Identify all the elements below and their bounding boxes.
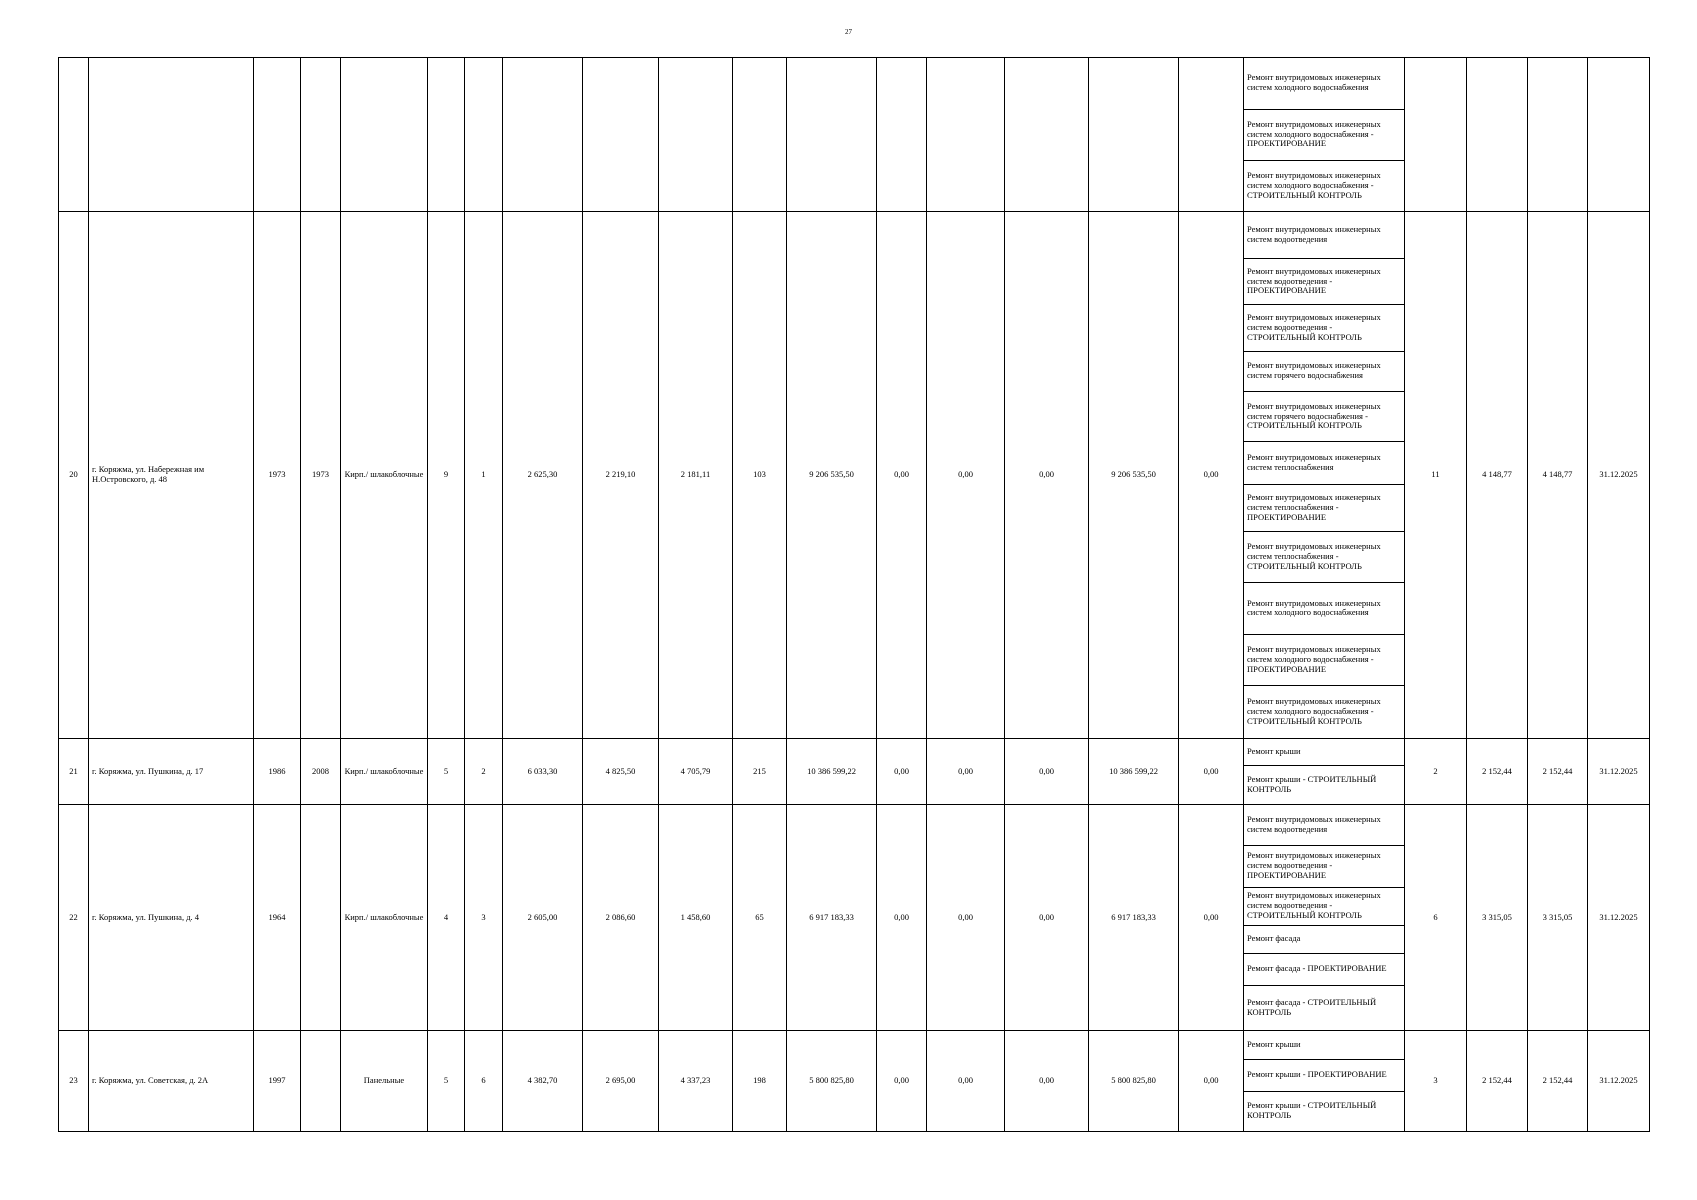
works-list bbox=[1244, 1031, 1404, 1131]
work-item: Ремонт крыши bbox=[1244, 1031, 1404, 1059]
deadline-cell: 31.12.2025 bbox=[1588, 805, 1650, 1031]
row-number: 20 bbox=[59, 212, 89, 739]
work-item: Ремонт внутридомовых инженерных систем холодного водоснабжения - СТРОИТЕЛЬНЫЙ КОНТРОЛЬ bbox=[1247, 170, 1381, 200]
works-count-cell: 11 bbox=[1405, 212, 1467, 739]
fund-local-cell bbox=[1005, 58, 1089, 212]
cost-total-cell: 6 917 183,33 bbox=[787, 805, 877, 1031]
fund-owners-cell: 5 800 825,80 bbox=[1089, 1031, 1179, 1132]
works-count-cell bbox=[1405, 58, 1467, 212]
floors-cell: 4 bbox=[428, 805, 465, 1031]
unit-cost-limit-cell bbox=[1528, 58, 1588, 212]
area-residential-cell: 2 086,60 bbox=[583, 805, 659, 1031]
residents-cell: 215 bbox=[733, 739, 787, 805]
area-total-cell: 4 382,70 bbox=[503, 1031, 583, 1132]
page-number: 27 bbox=[845, 28, 852, 36]
table-row bbox=[59, 805, 1650, 1031]
area-residential-cell bbox=[583, 58, 659, 212]
year-built-cell bbox=[254, 58, 301, 212]
year-built-cell: 1964 bbox=[254, 805, 301, 1031]
work-item: Ремонт фасада - СТРОИТЕЛЬНЫЙ КОНТРОЛЬ bbox=[1247, 996, 1377, 1017]
area-residential-cell: 2 695,00 bbox=[583, 1031, 659, 1132]
unit-cost-limit-cell: 3 315,05 bbox=[1528, 805, 1588, 1031]
work-item: Ремонт внутридомовых инженерных систем водоотведения - СТРОИТЕЛЬНЫЙ КОНТРОЛЬ bbox=[1244, 305, 1404, 351]
row-number: 22 bbox=[59, 805, 89, 1031]
fund-owners-cell bbox=[1089, 58, 1179, 212]
floors-cell: 5 bbox=[428, 1031, 465, 1132]
work-item: Ремонт внутридомовых инженерных систем водоотведения - ПРОЕКТИРОВАНИЕ bbox=[1244, 258, 1404, 304]
table-row bbox=[59, 212, 1650, 739]
repair-program-table bbox=[58, 57, 1650, 1132]
year-renovation-cell: 1973 bbox=[301, 212, 341, 739]
fund-local-cell: 0,00 bbox=[1005, 739, 1089, 805]
area-residential-cell: 4 825,50 bbox=[583, 739, 659, 805]
work-item: Ремонт внутридомовых инженерных систем водоотведения bbox=[1244, 212, 1404, 258]
row-number bbox=[59, 58, 89, 212]
year-built-cell: 1997 bbox=[254, 1031, 301, 1132]
works-count-cell: 6 bbox=[1405, 805, 1467, 1031]
year-renovation-cell bbox=[301, 1031, 341, 1132]
works-list bbox=[1244, 805, 1404, 1030]
fund-other-cell: 0,00 bbox=[1179, 1031, 1244, 1132]
address-cell: г. Коряжма, ул. Пушкина, д. 4 bbox=[89, 805, 254, 1031]
unit-cost-cell: 3 315,05 bbox=[1467, 805, 1528, 1031]
fund-local-cell: 0,00 bbox=[1005, 805, 1089, 1031]
area-total-cell: 2 625,30 bbox=[503, 212, 583, 739]
works-count-cell: 3 bbox=[1405, 1031, 1467, 1132]
residents-cell: 103 bbox=[733, 212, 787, 739]
fund-federal-cell: 0,00 bbox=[877, 805, 927, 1031]
fund-regional-cell: 0,00 bbox=[927, 805, 1005, 1031]
work-item: Ремонт крыши bbox=[1244, 739, 1404, 765]
fund-other-cell bbox=[1179, 58, 1244, 212]
works-count-cell: 2 bbox=[1405, 739, 1467, 805]
fund-local-cell: 0,00 bbox=[1005, 1031, 1089, 1132]
wall-material-cell: Кирп./ шлакоблочные bbox=[341, 739, 428, 805]
work-item: Ремонт крыши - ПРОЕКТИРОВАНИЕ bbox=[1244, 1059, 1404, 1091]
floors-cell: 9 bbox=[428, 212, 465, 739]
deadline-cell bbox=[1588, 58, 1650, 212]
entrances-cell: 6 bbox=[465, 1031, 503, 1132]
wall-material-cell: Кирп./ шлакоблочные bbox=[341, 805, 428, 1031]
fund-regional-cell: 0,00 bbox=[927, 1031, 1005, 1132]
address-cell bbox=[89, 58, 254, 212]
area-premises-cell: 2 181,11 bbox=[659, 212, 733, 739]
fund-other-cell: 0,00 bbox=[1179, 739, 1244, 805]
row-number: 21 bbox=[59, 739, 89, 805]
area-residential-cell: 2 219,10 bbox=[583, 212, 659, 739]
year-built-cell: 1986 bbox=[254, 739, 301, 805]
works-list bbox=[1244, 739, 1404, 804]
works-cell bbox=[1244, 805, 1405, 1031]
address-cell: г. Коряжма, ул. Советская, д. 2А bbox=[89, 1031, 254, 1132]
unit-cost-cell: 2 152,44 bbox=[1467, 1031, 1528, 1132]
unit-cost-cell: 4 148,77 bbox=[1467, 212, 1528, 739]
work-item: Ремонт внутридомовых инженерных систем теплоснабжения bbox=[1244, 442, 1404, 484]
fund-owners-cell: 10 386 599,22 bbox=[1089, 739, 1179, 805]
works-cell bbox=[1244, 58, 1405, 212]
wall-material-cell: Панельные bbox=[341, 1031, 428, 1132]
cost-total-cell: 5 800 825,80 bbox=[787, 1031, 877, 1132]
table-row bbox=[59, 58, 1650, 212]
fund-federal-cell: 0,00 bbox=[877, 739, 927, 805]
work-item: Ремонт внутридомовых инженерных систем водоотведения - ПРОЕКТИРОВАНИЕ bbox=[1244, 845, 1404, 887]
table-row bbox=[59, 739, 1650, 805]
year-renovation-cell: 2008 bbox=[301, 739, 341, 805]
area-premises-cell: 4 337,23 bbox=[659, 1031, 733, 1132]
unit-cost-limit-cell: 2 152,44 bbox=[1528, 1031, 1588, 1132]
fund-owners-cell: 6 917 183,33 bbox=[1089, 805, 1179, 1031]
year-renovation-cell bbox=[301, 805, 341, 1031]
work-item: Ремонт внутридомовых инженерных систем холодного водоснабжения - СТРОИТЕЛЬНЫЙ КОНТРОЛЬ bbox=[1247, 696, 1381, 726]
fund-federal-cell: 0,00 bbox=[877, 212, 927, 739]
fund-regional-cell bbox=[927, 58, 1005, 212]
unit-cost-limit-cell: 2 152,44 bbox=[1528, 739, 1588, 805]
work-item: Ремонт внутридомовых инженерных систем теплоснабжения - СТРОИТЕЛЬНЫЙ КОНТРОЛЬ bbox=[1244, 531, 1404, 582]
work-item: Ремонт внутридомовых инженерных систем водоотведения - СТРОИТЕЛЬНЫЙ КОНТРОЛЬ bbox=[1244, 887, 1404, 925]
deadline-cell: 31.12.2025 bbox=[1588, 739, 1650, 805]
fund-local-cell: 0,00 bbox=[1005, 212, 1089, 739]
fund-federal-cell bbox=[877, 58, 927, 212]
work-item: Ремонт внутридомовых инженерных систем водоотведения bbox=[1244, 805, 1404, 845]
area-premises-cell: 1 458,60 bbox=[659, 805, 733, 1031]
address-cell: г. Коряжма, ул. Набережная им Н.Островского, д. 48 bbox=[89, 212, 254, 739]
residents-cell: 198 bbox=[733, 1031, 787, 1132]
work-item: Ремонт внутридомовых инженерных систем холодного водоснабжения bbox=[1244, 583, 1404, 634]
area-total-cell: 6 033,30 bbox=[503, 739, 583, 805]
works-list bbox=[1244, 212, 1404, 738]
work-item: Ремонт внутридомовых инженерных систем горячего водоснабжения - СТРОИТЕЛЬНЫЙ КОНТРОЛЬ bbox=[1244, 391, 1404, 441]
cost-total-cell: 10 386 599,22 bbox=[787, 739, 877, 805]
entrances-cell: 1 bbox=[465, 212, 503, 739]
works-cell bbox=[1244, 739, 1405, 805]
cost-total-cell bbox=[787, 58, 877, 212]
deadline-cell: 31.12.2025 bbox=[1588, 212, 1650, 739]
fund-federal-cell: 0,00 bbox=[877, 1031, 927, 1132]
entrances-cell: 3 bbox=[465, 805, 503, 1031]
fund-other-cell: 0,00 bbox=[1179, 212, 1244, 739]
year-built-cell: 1973 bbox=[254, 212, 301, 739]
work-item: Ремонт внутридомовых инженерных систем холодного водоснабжения - ПРОЕКТИРОВАНИЕ bbox=[1244, 109, 1404, 160]
works-cell bbox=[1244, 212, 1405, 739]
works-list bbox=[1244, 58, 1404, 211]
works-cell bbox=[1244, 1031, 1405, 1132]
deadline-cell: 31.12.2025 bbox=[1588, 1031, 1650, 1132]
floors-cell bbox=[428, 58, 465, 212]
work-item: Ремонт внутридомовых инженерных систем теплоснабжения - ПРОЕКТИРОВАНИЕ bbox=[1244, 484, 1404, 531]
table-row bbox=[59, 1031, 1650, 1132]
year-renovation-cell bbox=[301, 58, 341, 212]
fund-other-cell: 0,00 bbox=[1179, 805, 1244, 1031]
work-item: Ремонт фасада - ПРОЕКТИРОВАНИЕ bbox=[1244, 953, 1404, 985]
unit-cost-limit-cell: 4 148,77 bbox=[1528, 212, 1588, 739]
wall-material-cell: Кирп./ шлакоблочные bbox=[341, 212, 428, 739]
work-item: Ремонт внутридомовых инженерных систем холодного водоснабжения - ПРОЕКТИРОВАНИЕ bbox=[1244, 634, 1404, 685]
work-item: Ремонт фасада bbox=[1244, 925, 1404, 953]
wall-material-cell bbox=[341, 58, 428, 212]
fund-owners-cell: 9 206 535,50 bbox=[1089, 212, 1179, 739]
area-premises-cell bbox=[659, 58, 733, 212]
residents-cell: 65 bbox=[733, 805, 787, 1031]
area-total-cell bbox=[503, 58, 583, 212]
fund-regional-cell: 0,00 bbox=[927, 739, 1005, 805]
area-premises-cell: 4 705,79 bbox=[659, 739, 733, 805]
residents-cell bbox=[733, 58, 787, 212]
fund-regional-cell: 0,00 bbox=[927, 212, 1005, 739]
work-item: Ремонт крыши - СТРОИТЕЛЬНЫЙ КОНТРОЛЬ bbox=[1247, 1100, 1377, 1121]
row-number: 23 bbox=[59, 1031, 89, 1132]
unit-cost-cell: 2 152,44 bbox=[1467, 739, 1528, 805]
area-total-cell: 2 605,00 bbox=[503, 805, 583, 1031]
unit-cost-cell bbox=[1467, 58, 1528, 212]
work-item: Ремонт внутридомовых инженерных систем холодного водоснабжения bbox=[1244, 58, 1404, 109]
entrances-cell: 2 bbox=[465, 739, 503, 805]
work-item: Ремонт крыши - СТРОИТЕЛЬНЫЙ КОНТРОЛЬ bbox=[1247, 773, 1377, 794]
cost-total-cell: 9 206 535,50 bbox=[787, 212, 877, 739]
floors-cell: 5 bbox=[428, 739, 465, 805]
address-cell: г. Коряжма, ул. Пушкина, д. 17 bbox=[89, 739, 254, 805]
entrances-cell bbox=[465, 58, 503, 212]
work-item: Ремонт внутридомовых инженерных систем горячего водоснабжения bbox=[1244, 351, 1404, 391]
